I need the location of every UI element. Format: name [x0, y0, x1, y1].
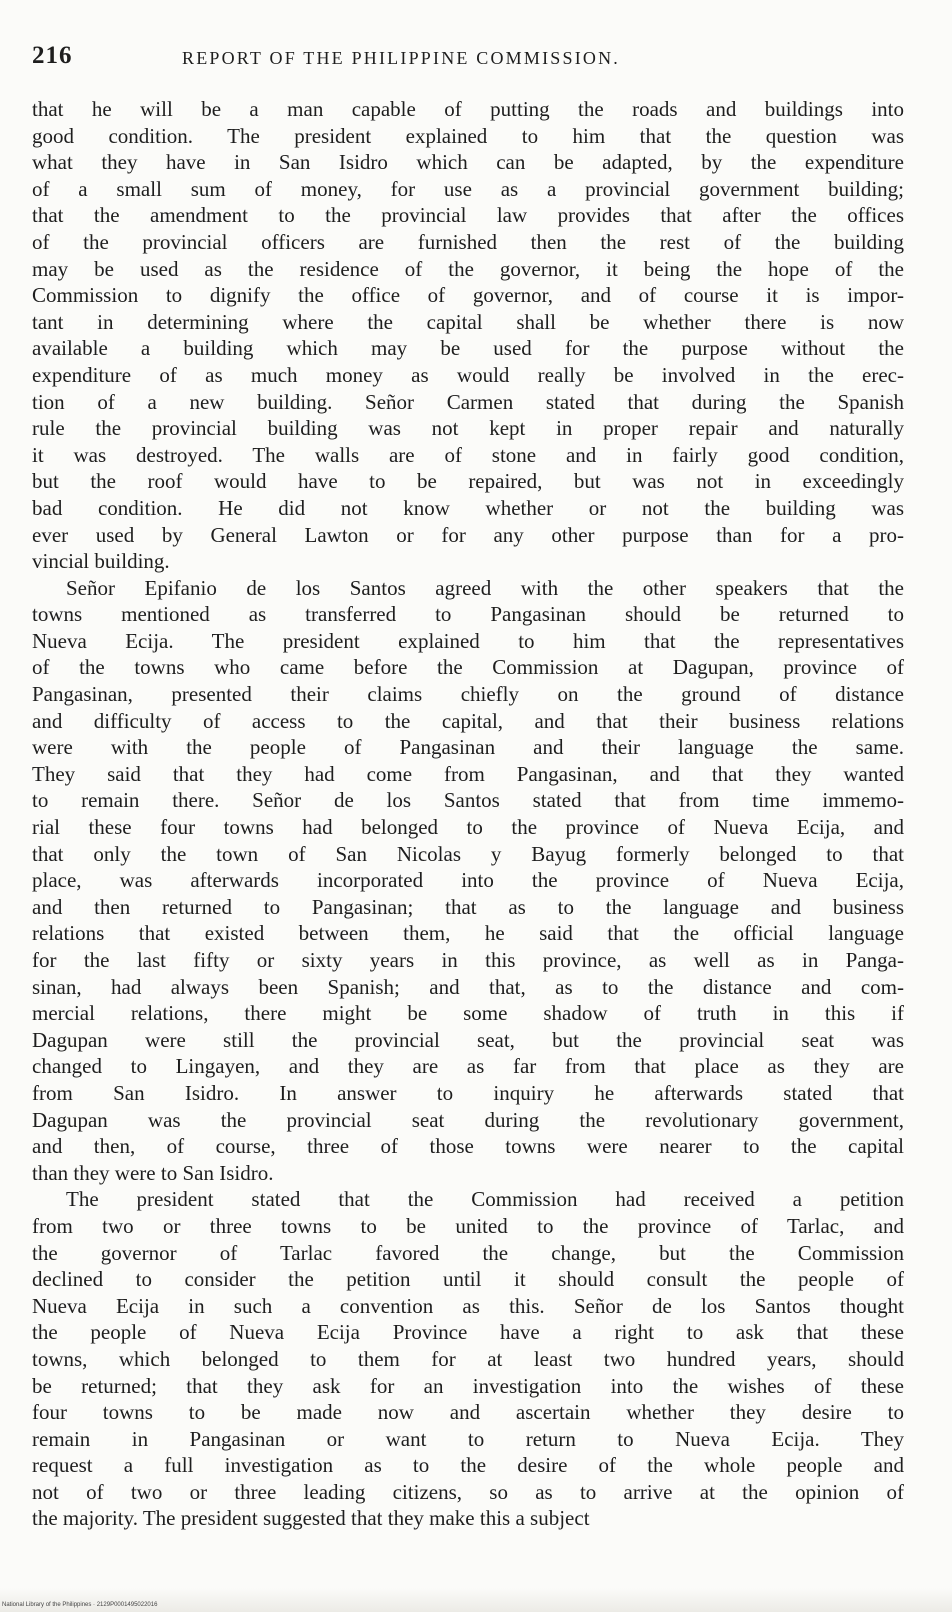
- text-line: changed to Lingayen, and they are as far from that place as they are: [32, 1054, 904, 1079]
- page-header: [32, 42, 912, 76]
- text-line: it was destroyed. The walls are of stone and in fairly good condition,: [32, 442, 904, 467]
- text-line: of the provincial officers are furnished then the rest of the building: [32, 229, 904, 254]
- text-line: place, was afterwards incorporated into the province of Nueva Ecija,: [32, 868, 904, 893]
- text-line: the majority. The president suggested that they make this a subject: [32, 1506, 590, 1531]
- text-line: remain in Pangasinan or want to return to Nueva Ecija. They: [32, 1426, 904, 1451]
- text-line: what they have in San Isidro which can be adapted, by the expenditure: [32, 150, 904, 175]
- text-line: Dagupan was the provincial seat during the revolutionary government,: [32, 1107, 904, 1132]
- text-line: for the last fifty or sixty years in this province, as well as in Panga-: [32, 948, 904, 972]
- text-line: towns, which belonged to them for at least two hundred years, should: [32, 1346, 904, 1371]
- text-line: tant in determining where the capital shall be whether there is now: [32, 309, 904, 334]
- text-line: not of two or three leading citizens, so as to arrive at the opinion of: [32, 1479, 904, 1504]
- scan-credit: National Library of the Philippines · 2129P0001495022016: [2, 1602, 158, 1608]
- text-line: rule the provincial building was not kept in proper repair and naturally: [32, 416, 904, 441]
- text-line: mercial relations, there might be some shadow of truth in this if: [32, 1001, 904, 1026]
- text-line: and difficulty of access to the capital, and that their business relations: [32, 708, 904, 733]
- text-line: good condition. The president explained to him that the question was: [32, 123, 904, 148]
- text-line: than they were to San Isidro.: [32, 1160, 274, 1185]
- text-line: of the towns who came before the Commission at Dagupan, province of: [32, 655, 904, 680]
- text-line: request a full investigation as to the desire of the whole people and: [32, 1453, 904, 1478]
- text-line: rial these four towns had belonged to the province of Nueva Ecija, and: [32, 815, 904, 840]
- text-line: to remain there. Señor de los Santos stated that from time immemo-: [32, 788, 904, 813]
- text-line: the people of Nueva Ecija Province have a right to ask that these: [32, 1320, 904, 1345]
- text-line: and then returned to Pangasinan; that as to the language and business: [32, 894, 904, 919]
- text-line: and then, of course, three of those towns were nearer to the capital: [32, 1134, 904, 1159]
- paragraph: [32, 96, 904, 575]
- text-line: were with the people of Pangasinan and their language the same.: [32, 735, 904, 760]
- paragraph: [32, 1186, 904, 1532]
- text-line: that only the town of San Nicolas y Bayug formerly belonged to that: [32, 841, 904, 866]
- text-line: that he will be a man capable of putting the roads and buildings into: [32, 97, 904, 121]
- text-line: Nueva Ecija. The president explained to him that the representatives: [32, 628, 904, 653]
- text-line: four towns to be made now and ascertain whether they desire to: [32, 1400, 904, 1425]
- text-line: expenditure of as much money as would really be involved in the erec-: [32, 362, 904, 387]
- text-line: Commission to dignify the office of governor, and of course it is impor-: [32, 283, 904, 308]
- text-line: towns mentioned as transferred to Pangasinan should be returned to: [32, 602, 904, 627]
- text-line: Nueva Ecija in such a convention as this. Señor de los Santos thought: [32, 1293, 904, 1318]
- text-line: vincial building.: [32, 549, 170, 574]
- text-line: be returned; that they ask for an investigation into the wishes of these: [32, 1373, 904, 1398]
- text-line: Pangasinan, presented their claims chiefly on the ground of distance: [32, 682, 904, 707]
- body-text: [32, 96, 904, 1532]
- text-line: declined to consider the petition until it should consult the people of: [32, 1267, 904, 1292]
- text-line: Dagupan were still the provincial seat, but the provincial seat was: [32, 1027, 904, 1052]
- page-number: 216: [32, 42, 73, 69]
- text-line: Señor Epifanio de los Santos agreed with the other speakers that the: [66, 575, 904, 600]
- text-line: bad condition. He did not know whether or not the building was: [32, 495, 904, 520]
- running-title: REPORT OF THE PHILIPPINE COMMISSION.: [182, 48, 621, 68]
- text-line: the governor of Tarlac favored the change, but the Commission: [32, 1240, 904, 1265]
- text-line: tion of a new building. Señor Carmen stated that during the Spanish: [32, 389, 904, 414]
- text-line: from San Isidro. In answer to inquiry he afterwards stated that: [32, 1080, 904, 1105]
- paragraph: [32, 575, 904, 1187]
- text-line: The president stated that the Commission had received a petition: [66, 1187, 904, 1212]
- text-line: that the amendment to the provincial law provides that after the offices: [32, 203, 904, 228]
- text-line: of a small sum of money, for use as a provincial government building;: [32, 176, 904, 201]
- text-line: They said that they had come from Pangasinan, and that they wanted: [32, 761, 904, 786]
- text-line: available a building which may be used for the purpose without the: [32, 336, 904, 361]
- text-line: but the roof would have to be repaired, but was not in exceedingly: [32, 469, 904, 494]
- text-line: sinan, had always been Spanish; and that, as to the distance and com-: [32, 974, 904, 999]
- text-line: may be used as the residence of the governor, it being the hope of the: [32, 256, 904, 281]
- text-line: relations that existed between them, he said that the official language: [32, 921, 904, 946]
- page-bottom-edge: [0, 1588, 952, 1612]
- text-line: from two or three towns to be united to the province of Tarlac, and: [32, 1213, 904, 1238]
- text-line: ever used by General Lawton or for any other purpose than for a pro-: [32, 522, 904, 547]
